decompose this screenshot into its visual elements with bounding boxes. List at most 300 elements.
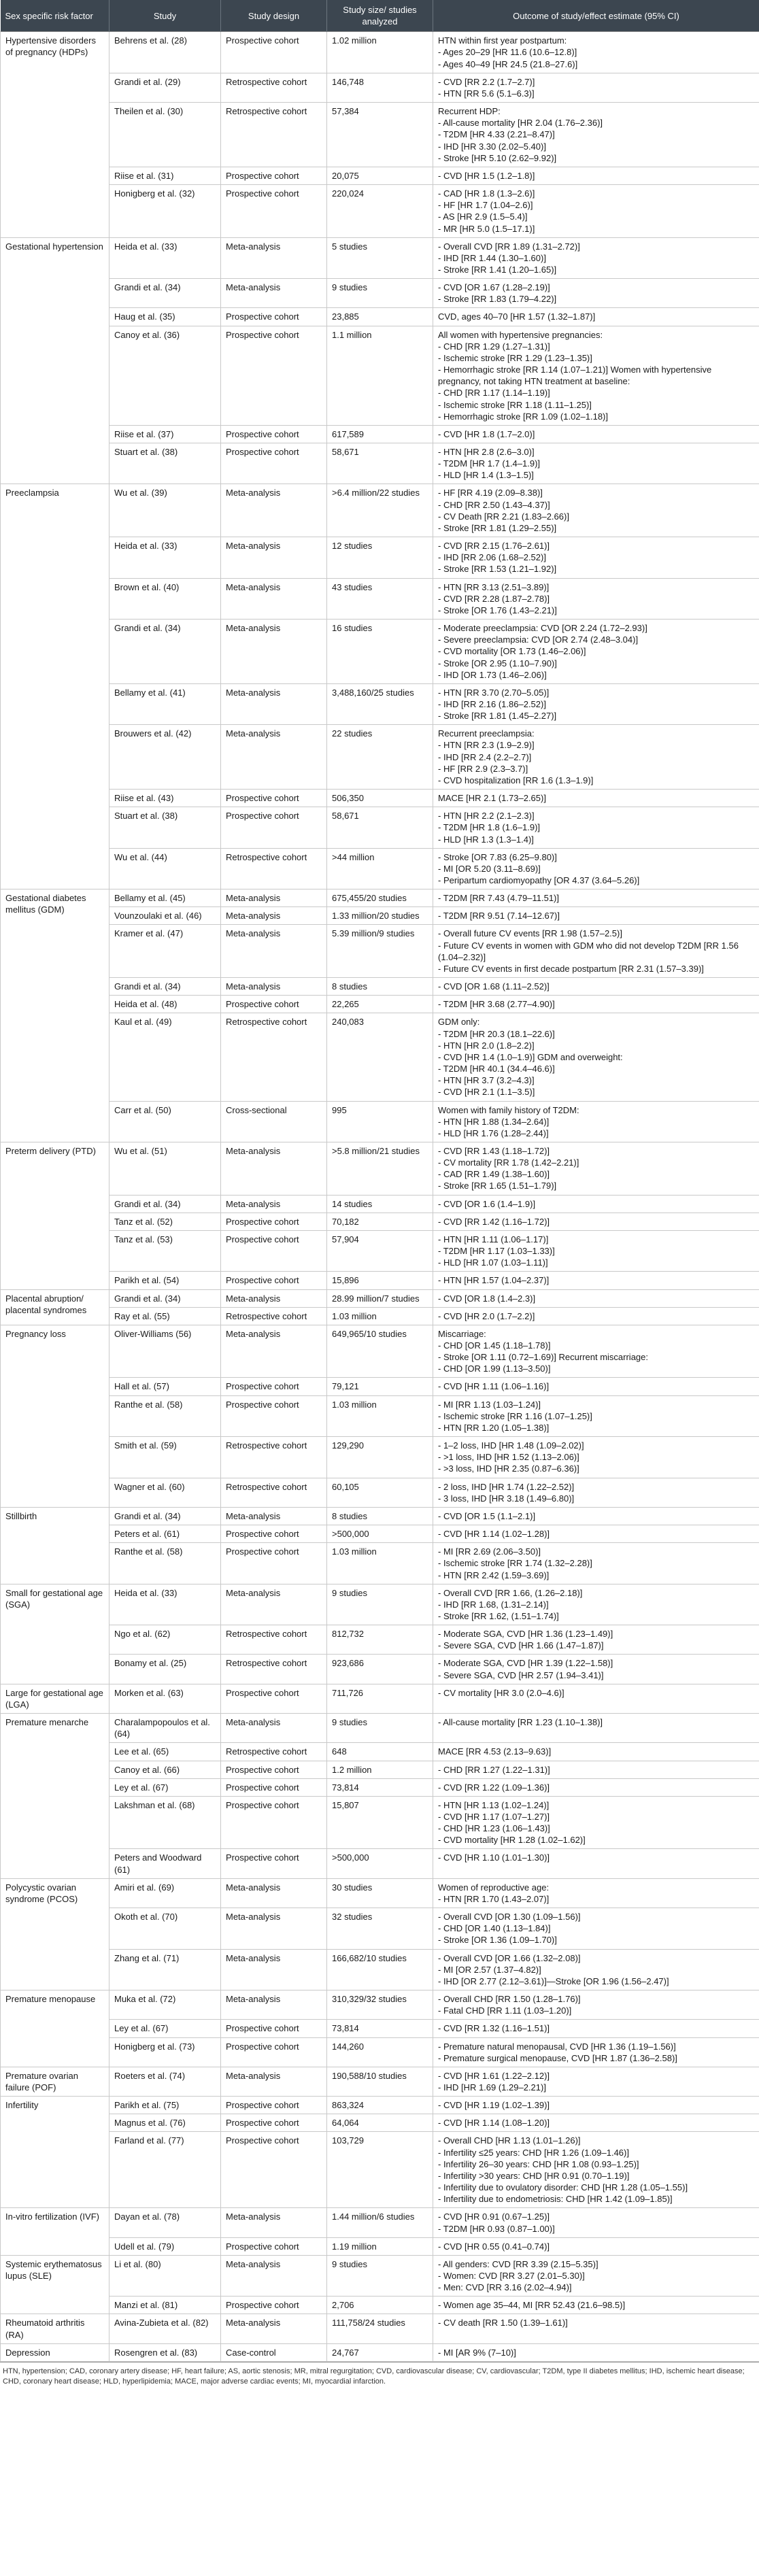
table-row <box>1 537 759 578</box>
outcome-line: - HF [RR 4.19 (2.09–8.38)] <box>438 488 543 498</box>
outcome-line: GDM only: <box>438 1017 480 1028</box>
study-cell: Hall et al. (57) <box>109 1378 221 1395</box>
outcome-line: - Women: CVD [RR 3.27 (2.01–5.30)] <box>438 2271 585 2281</box>
outcome-cell <box>433 103 759 167</box>
design-cell: Prospective cohort <box>221 443 327 484</box>
design-cell: Meta-analysis <box>221 2314 327 2343</box>
outcome-line: - Stroke [OR 2.95 (1.10–7.90)] <box>438 658 557 668</box>
outcome-line: - CAD [HR 1.8 (1.3–2.6)] <box>438 188 535 199</box>
outcome-line: - Infertility due to ovulatory disorder: CHD [HR 1.28 (1.05–1.55)] <box>438 2182 688 2193</box>
outcome-line: - Overall CVD [OR 1.30 (1.09–1.56)] <box>438 1912 581 1922</box>
outcome-cell <box>433 2208 759 2237</box>
study-cell: Li et al. (80) <box>109 2255 221 2296</box>
outcome-line: - CVD [HR 1.10 (1.01–1.30)] <box>438 1852 550 1863</box>
outcome-line: HTN within first year postpartum: <box>438 35 567 46</box>
design-cell: Meta-analysis <box>221 907 327 925</box>
size-cell: 9 studies <box>327 2255 433 2296</box>
outcome-line: - IHD [RR 2.4 (2.2–2.7)] <box>438 751 532 762</box>
design-cell: Retrospective cohort <box>221 1478 327 1507</box>
table-row <box>1 2237 759 2255</box>
size-cell: 60,105 <box>327 1478 433 1507</box>
study-cell: Riise et al. (43) <box>109 790 221 807</box>
outcome-line: - CVD [HR 1.19 (1.02–1.39)] <box>438 2100 550 2111</box>
table-row <box>1 1878 759 1908</box>
size-cell: 506,350 <box>327 790 433 807</box>
outcome-line: - CVD [HR 1.17 (1.07–1.27)] <box>438 1812 550 1822</box>
size-cell: 1.03 million <box>327 1395 433 1436</box>
study-cell: Behrens et al. (28) <box>109 32 221 73</box>
outcome-cell <box>433 1778 759 1796</box>
outcome-line: - Hemorrhagic stroke [RR 1.09 (1.02–1.18)] <box>438 411 608 422</box>
design-cell: Case-control <box>221 2343 327 2361</box>
outcome-line: - Stroke [RR 1.53 (1.21–1.92)] <box>438 564 557 575</box>
table-row <box>1 1990 759 2020</box>
design-cell: Prospective cohort <box>221 1213 327 1230</box>
outcome-line: - Severe SGA, CVD [HR 2.57 (1.94–3.41)] <box>438 1670 604 1680</box>
size-cell: 57,904 <box>327 1230 433 1271</box>
design-cell: Meta-analysis <box>221 1325 327 1378</box>
study-cell: Grandi et al. (34) <box>109 1289 221 1307</box>
outcome-line: - CV death [RR 1.50 (1.39–1.61)] <box>438 2318 568 2328</box>
design-cell: Prospective cohort <box>221 167 327 184</box>
size-cell: 5 studies <box>327 237 433 278</box>
table-row <box>1 1761 759 1778</box>
outcome-line: - HTN [RR 2.42 (1.59–3.69)] <box>438 1570 550 1580</box>
outcome-line: Recurrent preeclampsia: <box>438 728 535 739</box>
outcome-cell <box>433 73 759 102</box>
outcome-cell <box>433 308 759 326</box>
study-cell: Stuart et al. (38) <box>109 807 221 848</box>
outcome-line: CVD, ages 40–70 [HR 1.57 (1.32–1.87)] <box>438 311 596 322</box>
design-cell: Meta-analysis <box>221 620 327 684</box>
size-cell: 5.39 million/9 studies <box>327 925 433 978</box>
outcome-cell <box>433 167 759 184</box>
outcome-line: - T2DM [HR 20.3 (18.1–22.6)] <box>438 1028 555 1039</box>
outcome-cell <box>433 1272 759 1289</box>
outcome-line: - All genders: CVD [RR 3.39 (2.15–5.35)] <box>438 2258 598 2269</box>
outcome-line: - IHD [HR 3.30 (2.02–5.40)] <box>438 141 546 152</box>
outcome-line: - Ischemic stroke [RR 1.29 (1.23–1.35)] <box>438 352 592 363</box>
outcome-line: - T2DM [HR 0.93 (0.87–1.00)] <box>438 2223 555 2234</box>
study-cell: Tanz et al. (53) <box>109 1230 221 1271</box>
outcome-line: - IHD [RR 1.68, (1.31–2.14)] <box>438 1599 549 1610</box>
outcome-cell <box>433 484 759 537</box>
study-cell: Wagner et al. (60) <box>109 1478 221 1507</box>
outcome-line: - CV mortality [HR 3.0 (2.0–4.6)] <box>438 1687 564 1698</box>
outcome-cell <box>433 2037 759 2067</box>
outcome-cell <box>433 1507 759 1525</box>
table-row <box>1 1142 759 1195</box>
outcome-cell <box>433 578 759 619</box>
outcome-cell <box>433 1584 759 1625</box>
outcome-line: - Future CV events in first decade postpartum [RR 2.31 (1.57–3.39)] <box>438 963 704 974</box>
outcome-cell <box>433 1395 759 1436</box>
outcome-cell <box>433 443 759 484</box>
outcome-line: - Moderate preeclampsia: CVD [OR 2.24 (1.72–2.93)] <box>438 623 647 634</box>
outcome-line: - Overall future CV events [RR 1.98 (1.57–2.5)] <box>438 928 622 939</box>
design-cell: Retrospective cohort <box>221 1625 327 1655</box>
size-cell: 64,064 <box>327 2114 433 2132</box>
outcome-line: - CVD [HR 1.14 (1.08–1.20)] <box>438 2118 550 2129</box>
outcome-line: - CVD [HR 0.55 (0.41–0.74)] <box>438 2241 550 2252</box>
outcome-line: - CVD [HR 2.0 (1.7–2.2)] <box>438 1310 535 1321</box>
outcome-line: - Premature natural menopausal, CVD [HR 1.36 (1.19–1.56)] <box>438 2041 676 2052</box>
outcome-cell <box>433 1307 759 1325</box>
design-cell: Prospective cohort <box>221 2037 327 2067</box>
size-cell: 58,671 <box>327 807 433 848</box>
outcome-line: - T2DM [RR 9.51 (7.14–12.67)] <box>438 911 560 921</box>
outcome-cell <box>433 1101 759 1142</box>
table-row <box>1 1325 759 1378</box>
table-row <box>1 2255 759 2296</box>
outcome-cell <box>433 1761 759 1778</box>
study-cell: Avina-Zubieta et al. (82) <box>109 2314 221 2343</box>
abbreviation-footnote: HTN, hypertension; CAD, coronary artery disease; HF, heart failure; AS, aortic stenosis; MR, mitral regurgitation; CVD, cardiovascular disease; CV, cardiovascular; T2DM, type II diabetes mellitus; IHD, ischemic heart disease; CHD, coronary heart disease; HLD, hyperlipidemia; MACE, major adverse cardiac events; MI, myocardial infarction. <box>0 2362 759 2390</box>
outcome-line: - HLD [HR 1.4 (1.3–1.5)] <box>438 470 534 481</box>
design-cell: Meta-analysis <box>221 1878 327 1908</box>
outcome-line: - T2DM [HR 40.1 (34.4–46.6)] <box>438 1064 555 1074</box>
size-cell: 20,075 <box>327 167 433 184</box>
size-cell: 220,024 <box>327 185 433 238</box>
outcome-line: - CVD [RR 1.32 (1.16–1.51)] <box>438 2023 550 2034</box>
outcome-line: - CVD [HR 1.4 (1.0–1.9)] GDM and overweight: <box>438 1051 623 1062</box>
header-outcome: Outcome of study/effect estimate (95% CI) <box>433 0 759 32</box>
size-cell: 1.1 million <box>327 326 433 425</box>
outcome-cell <box>433 1142 759 1195</box>
size-cell: 166,682/10 studies <box>327 1949 433 1990</box>
outcome-line: - Men: CVD [RR 3.16 (2.02–4.94)] <box>438 2282 572 2293</box>
risk-factor-cell: Preterm delivery (PTD) <box>1 1142 109 1289</box>
study-cell: Heida et al. (48) <box>109 996 221 1013</box>
risk-factor-cell: In-vitro fertilization (IVF) <box>1 2208 109 2255</box>
table-row <box>1 807 759 848</box>
outcome-line: - Ischemic stroke [RR 1.16 (1.07–1.25)] <box>438 1410 592 1421</box>
study-cell: Wu et al. (51) <box>109 1142 221 1195</box>
design-cell: Retrospective cohort <box>221 1437 327 1478</box>
outcome-cell <box>433 1325 759 1378</box>
table-row <box>1 1013 759 1101</box>
outcome-cell <box>433 889 759 907</box>
table-row <box>1 2343 759 2361</box>
study-cell: Bonamy et al. (25) <box>109 1655 221 1684</box>
table-row <box>1 1778 759 1796</box>
size-cell: 8 studies <box>327 978 433 996</box>
outcome-line: - HTN [HR 2.2 (2.1–2.3)] <box>438 811 535 821</box>
table-row <box>1 443 759 484</box>
design-cell: Prospective cohort <box>221 1272 327 1289</box>
outcome-line: - MI [AR 9% (7–10)] <box>438 2347 516 2358</box>
study-cell: Wu et al. (44) <box>109 848 221 889</box>
table-row <box>1 1213 759 1230</box>
study-cell: Canoy et al. (66) <box>109 1761 221 1778</box>
table-row <box>1 1478 759 1507</box>
outcome-line: - CVD [RR 1.43 (1.18–1.72)] <box>438 1145 550 1156</box>
outcome-line: - CV Death [RR 2.21 (1.83–2.66)] <box>438 511 569 522</box>
outcome-line: - HLD [HR 1.76 (1.28–2.44)] <box>438 1128 549 1138</box>
study-cell: Brown et al. (40) <box>109 578 221 619</box>
design-cell: Meta-analysis <box>221 1289 327 1307</box>
size-cell: 15,896 <box>327 1272 433 1289</box>
design-cell: Prospective cohort <box>221 308 327 326</box>
outcome-cell <box>433 1908 759 1949</box>
size-cell: >500,000 <box>327 1525 433 1543</box>
table-row <box>1 1272 759 1289</box>
study-cell: Ngo et al. (62) <box>109 1625 221 1655</box>
study-cell: Parikh et al. (54) <box>109 1272 221 1289</box>
header-design: Study design <box>221 0 327 32</box>
outcome-cell <box>433 1525 759 1543</box>
table-row <box>1 1584 759 1625</box>
table-row <box>1 185 759 238</box>
outcome-line: - CV mortality [RR 1.78 (1.42–2.21)] <box>438 1157 579 1168</box>
study-cell: Theilen et al. (30) <box>109 103 221 167</box>
size-cell: 22 studies <box>327 725 433 790</box>
outcome-line: - CVD [OR 1.8 (1.4–2.3)] <box>438 1293 536 1304</box>
outcome-cell <box>433 1013 759 1101</box>
outcome-cell <box>433 2314 759 2343</box>
size-cell: >5.8 million/21 studies <box>327 1142 433 1195</box>
outcome-line: - IHD [RR 2.16 (1.86–2.52)] <box>438 698 546 709</box>
outcome-cell <box>433 2343 759 2361</box>
risk-factor-cell: Premature menopause <box>1 1990 109 2067</box>
outcome-line: - CVD mortality [OR 1.73 (1.46–2.06)] <box>438 646 586 657</box>
outcome-line: - Fatal CHD [RR 1.11 (1.03–1.20)] <box>438 2005 572 2016</box>
outcome-line: - T2DM [HR 3.68 (2.77–4.90)] <box>438 999 555 1010</box>
outcome-cell <box>433 2132 759 2208</box>
table-row <box>1 2037 759 2067</box>
outcome-line: - CHD [HR 1.23 (1.06–1.43)] <box>438 1823 550 1834</box>
design-cell: Prospective cohort <box>221 1230 327 1271</box>
size-cell: 711,726 <box>327 1684 433 1713</box>
outcome-line: - CVD [HR 0.91 (0.67–1.25)] <box>438 2211 550 2222</box>
study-cell: Bellamy et al. (41) <box>109 683 221 724</box>
size-cell: 111,758/24 studies <box>327 2314 433 2343</box>
size-cell: 190,588/10 studies <box>327 2067 433 2096</box>
outcome-cell <box>433 1714 759 1743</box>
outcome-line: - MR [HR 5.0 (1.5–17.1)] <box>438 223 535 234</box>
outcome-cell <box>433 848 759 889</box>
table-row <box>1 725 759 790</box>
design-cell: Meta-analysis <box>221 925 327 978</box>
outcome-line: - Overall CVD [RR 1.66, (1.26–2.18)] <box>438 1587 583 1598</box>
study-cell: Ley et al. (67) <box>109 1778 221 1796</box>
table-row <box>1 167 759 184</box>
outcome-line: - Severe preeclampsia: CVD [OR 2.74 (2.48–3.04)] <box>438 634 639 645</box>
size-cell: 1.44 million/6 studies <box>327 2208 433 2237</box>
outcome-cell <box>433 1849 759 1878</box>
outcome-cell <box>433 790 759 807</box>
outcome-line: - HTN [HR 1.13 (1.02–1.24)] <box>438 1799 550 1810</box>
outcome-line: - HTN [HR 1.11 (1.06–1.17)] <box>438 1234 549 1244</box>
table-row <box>1 1684 759 1713</box>
table-row <box>1 2297 759 2314</box>
outcome-cell <box>433 978 759 996</box>
study-cell: Wu et al. (39) <box>109 484 221 537</box>
size-cell: 923,686 <box>327 1655 433 1684</box>
study-cell: Okoth et al. (70) <box>109 1908 221 1949</box>
study-cell: Amiri et al. (69) <box>109 1878 221 1908</box>
outcome-line: - Stroke [RR 1.62, (1.51–1.74)] <box>438 1610 559 1621</box>
size-cell: 30 studies <box>327 1878 433 1908</box>
design-cell: Prospective cohort <box>221 32 327 73</box>
study-cell: Grandi et al. (34) <box>109 978 221 996</box>
study-cell: Honigberg et al. (73) <box>109 2037 221 2067</box>
outcome-line: - HTN [RR 3.13 (2.51–3.89)] <box>438 581 550 592</box>
size-cell: 3,488,160/25 studies <box>327 683 433 724</box>
design-cell: Prospective cohort <box>221 2114 327 2132</box>
design-cell: Meta-analysis <box>221 537 327 578</box>
outcome-line: - CAD [RR 1.49 (1.38–1.60)] <box>438 1169 550 1180</box>
size-cell: 9 studies <box>327 279 433 308</box>
outcome-line: - HLD [HR 1.07 (1.03–1.11)] <box>438 1257 548 1268</box>
outcome-line: - 1–2 loss, IHD [HR 1.48 (1.09–2.02)] <box>438 1440 584 1451</box>
study-cell: Smith et al. (59) <box>109 1437 221 1478</box>
size-cell: 995 <box>327 1101 433 1142</box>
outcome-line: - Infertility >30 years: CHD [HR 0.91 (0.70–1.19)] <box>438 2170 630 2181</box>
outcome-line: Women with family history of T2DM: <box>438 1104 579 1115</box>
table-row <box>1 889 759 907</box>
outcome-line: - HTN [HR 3.7 (3.2–4.3)] <box>438 1075 535 1086</box>
design-cell: Meta-analysis <box>221 1195 327 1213</box>
size-cell: 2,706 <box>327 2297 433 2314</box>
size-cell: 1.03 million <box>327 1307 433 1325</box>
outcome-line: - Hemorrhagic stroke [RR 1.14 (1.07–1.21)] Women with hypertensive pregnancy, not taking HTN treatment at baseline: <box>438 365 712 387</box>
outcome-line: - HTN [RR 3.70 (2.70–5.05)] <box>438 687 550 698</box>
outcome-cell <box>433 683 759 724</box>
design-cell: Prospective cohort <box>221 185 327 238</box>
outcome-line: - Stroke [OR 1.11 (0.72–1.69)] Recurrent miscarriage: <box>438 1352 648 1363</box>
outcome-line: - CHD [RR 2.50 (1.43–4.37)] <box>438 499 550 510</box>
design-cell: Meta-analysis <box>221 1142 327 1195</box>
design-cell: Meta-analysis <box>221 279 327 308</box>
table-row <box>1 1655 759 1684</box>
risk-factor-cell: Placental abruption/ placental syndromes <box>1 1289 109 1325</box>
design-cell: Prospective cohort <box>221 1395 327 1436</box>
outcome-line: - HLD [HR 1.3 (1.3–1.4)] <box>438 834 534 845</box>
risk-factor-cell: Gestational diabetes mellitus (GDM) <box>1 889 109 1142</box>
outcome-line: - Stroke [RR 1.81 (1.45–2.27)] <box>438 711 557 722</box>
design-cell: Prospective cohort <box>221 2237 327 2255</box>
table-row <box>1 425 759 443</box>
outcome-cell <box>433 996 759 1013</box>
table-row <box>1 1437 759 1478</box>
size-cell: 146,748 <box>327 73 433 102</box>
risk-factor-cell: Systemic erythematosus lupus (SLE) <box>1 2255 109 2314</box>
table-header <box>1 0 759 32</box>
outcome-cell <box>433 1949 759 1990</box>
outcome-line: - Ages 40–49 [HR 24.5 (21.8–27.6)] <box>438 58 578 69</box>
size-cell: 8 studies <box>327 1507 433 1525</box>
outcome-cell <box>433 1437 759 1478</box>
table-row <box>1 925 759 978</box>
study-cell: Tanz et al. (52) <box>109 1213 221 1230</box>
size-cell: 9 studies <box>327 1584 433 1625</box>
table-row <box>1 1307 759 1325</box>
study-cell: Udell et al. (79) <box>109 2237 221 2255</box>
outcome-line: - >1 loss, IHD [HR 1.52 (1.13–2.06)] <box>438 1452 579 1463</box>
header-factor: Sex specific risk factor <box>1 0 109 32</box>
design-cell: Prospective cohort <box>221 1378 327 1395</box>
outcome-line: - Overall CVD [OR 1.66 (1.32–2.08)] <box>438 1952 581 1963</box>
table-row <box>1 978 759 996</box>
outcome-line: - Ischemic stroke [RR 1.18 (1.11–1.25)] <box>438 399 592 410</box>
outcome-line: Recurrent HDP: <box>438 106 501 117</box>
outcome-cell <box>433 925 759 978</box>
outcome-line: - CHD [OR 1.99 (1.13–3.50)] <box>438 1363 551 1374</box>
size-cell: 1.02 million <box>327 32 433 73</box>
table-row <box>1 2208 759 2237</box>
table-row <box>1 848 759 889</box>
design-cell: Meta-analysis <box>221 484 327 537</box>
table-row <box>1 1395 759 1436</box>
table-row <box>1 1796 759 1849</box>
table-row <box>1 279 759 308</box>
table-row <box>1 1743 759 1761</box>
size-cell: 79,121 <box>327 1378 433 1395</box>
study-cell: Kramer et al. (47) <box>109 925 221 978</box>
outcome-line: - CVD hospitalization [RR 1.6 (1.3–1.9)] <box>438 775 594 785</box>
size-cell: 310,329/32 studies <box>327 1990 433 2020</box>
design-cell: Retrospective cohort <box>221 848 327 889</box>
study-cell: Canoy et al. (36) <box>109 326 221 425</box>
outcome-line: - Ischemic stroke [RR 1.74 (1.32–2.28)] <box>438 1558 592 1569</box>
design-cell: Meta-analysis <box>221 1949 327 1990</box>
outcome-line: - 2 loss, IHD [HR 1.74 (1.22–2.52)] <box>438 1481 575 1492</box>
outcome-line: - AS [HR 2.9 (1.5–5.4)] <box>438 211 528 222</box>
design-cell: Meta-analysis <box>221 2255 327 2296</box>
outcome-line: - Stroke [RR 1.65 (1.51–1.79)] <box>438 1181 557 1191</box>
study-cell: Haug et al. (35) <box>109 308 221 326</box>
outcome-line: - HTN [HR 2.8 (2.6–3.0)] <box>438 447 535 457</box>
outcome-line: - Moderate SGA, CVD [HR 1.36 (1.23–1.49)] <box>438 1629 613 1640</box>
table-row <box>1 2097 759 2114</box>
outcome-cell <box>433 807 759 848</box>
outcome-line: - Premature surgical menopause, CVD [HR 1.87 (1.36–2.58)] <box>438 2052 677 2063</box>
study-cell: Parikh et al. (75) <box>109 2097 221 2114</box>
design-cell: Prospective cohort <box>221 425 327 443</box>
study-cell: Lakshman et al. (68) <box>109 1796 221 1849</box>
size-cell: 23,885 <box>327 308 433 326</box>
outcome-line: - T2DM [HR 4.33 (2.21–8.47)] <box>438 129 555 140</box>
study-cell: Ranthe et al. (58) <box>109 1543 221 1584</box>
design-cell: Prospective cohort <box>221 807 327 848</box>
risk-factor-cell: Small for gestational age (SGA) <box>1 1584 109 1684</box>
outcome-line: - CVD [RR 1.22 (1.09–1.36)] <box>438 1782 550 1793</box>
outcome-line: - Infertility ≤25 years: CHD [HR 1.26 (1.09–1.46)] <box>438 2147 629 2158</box>
design-cell: Meta-analysis <box>221 2208 327 2237</box>
design-cell: Prospective cohort <box>221 790 327 807</box>
outcome-cell <box>433 1655 759 1684</box>
outcome-line: - IHD [OR 2.77 (2.12–3.61)]—Stroke [OR 1.96 (1.56–2.47)] <box>438 1976 669 1986</box>
outcome-line: - Stroke [RR 1.81 (1.29–2.55)] <box>438 522 557 533</box>
study-cell: Grandi et al. (34) <box>109 620 221 684</box>
outcome-line: - Overall CHD [RR 1.50 (1.28–1.76)] <box>438 1994 581 2005</box>
study-cell: Riise et al. (37) <box>109 425 221 443</box>
design-cell: Meta-analysis <box>221 978 327 996</box>
risk-factor-cell: Gestational hypertension <box>1 237 109 484</box>
outcome-cell <box>433 1478 759 1507</box>
table-row <box>1 32 759 73</box>
table-body <box>1 32 759 2362</box>
outcome-line: Women of reproductive age: <box>438 1882 550 1893</box>
design-cell: Retrospective cohort <box>221 1013 327 1101</box>
outcome-line: - Infertility due to endometriosis: CHD [HR 1.42 (1.09–1.85)] <box>438 2194 673 2205</box>
size-cell: >6.4 million/22 studies <box>327 484 433 537</box>
outcome-cell <box>433 425 759 443</box>
size-cell: 9 studies <box>327 1714 433 1743</box>
design-cell: Meta-analysis <box>221 1584 327 1625</box>
study-cell: Grandi et al. (34) <box>109 1195 221 1213</box>
